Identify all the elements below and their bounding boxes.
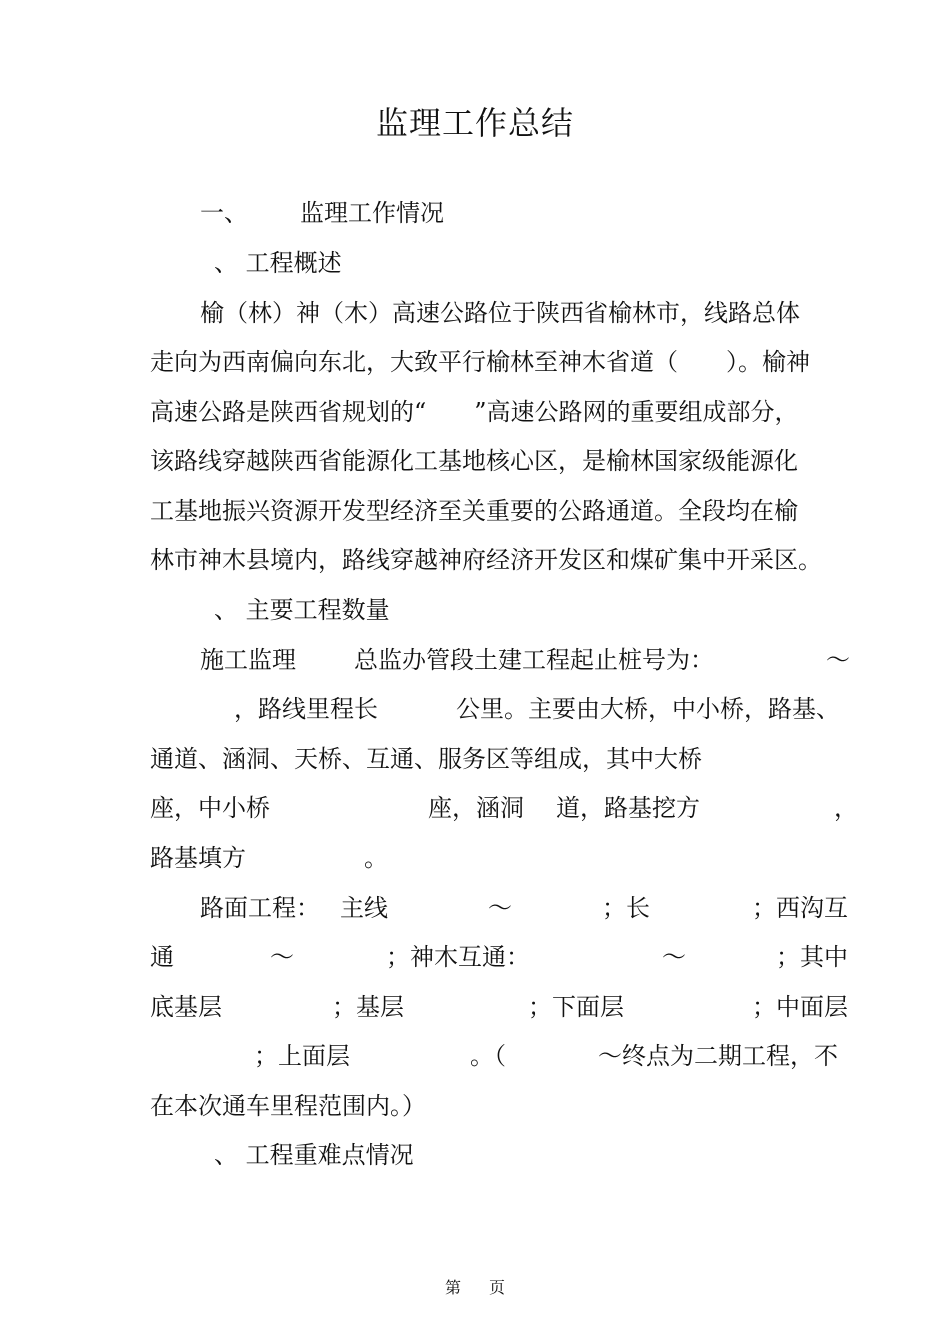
paragraph-line: ～ bbox=[662, 943, 686, 971]
paragraph-line: 路基填方 bbox=[150, 844, 246, 872]
paragraph-line: 工基地振兴资源开发型经济至关重要的公路通道。全段均在榆 bbox=[150, 497, 798, 525]
paragraph-line: 该路线穿越陕西省能源化工基地核心区，是榆林国家级能源化 bbox=[150, 447, 798, 475]
footer-ye: 页 bbox=[489, 1278, 506, 1297]
paragraph-line: 路面工程： bbox=[200, 894, 320, 922]
paragraph-line: ；其中 bbox=[776, 943, 848, 971]
subsection-heading-difficulties: 、 工程重难点情况 bbox=[214, 1141, 414, 1169]
paragraph-line: ～ bbox=[488, 894, 512, 922]
paragraph-line: 。（ bbox=[470, 1042, 506, 1070]
paragraph-line: 施工监理 bbox=[200, 646, 296, 674]
page-footer bbox=[0, 1276, 950, 1300]
paragraph-line: ～终点为二期工程，不 bbox=[598, 1042, 838, 1070]
subsection-heading-overview: 、 工程概述 bbox=[214, 249, 342, 277]
paragraph-line: ，路线里程长 bbox=[234, 695, 378, 723]
section-heading-1 bbox=[200, 196, 444, 230]
paragraph-line: ；基层 bbox=[332, 993, 404, 1021]
section-title: 监理工作情况 bbox=[300, 199, 444, 227]
paragraph-line: 林市神木县境内，路线穿越神府经济开发区和煤矿集中开采区。 bbox=[150, 546, 822, 574]
paragraph-line: ；中面层 bbox=[752, 993, 848, 1021]
paragraph-line: 总监办管段土建工程起止桩号为： bbox=[354, 646, 714, 674]
paragraph-line: 道，路基挖方 bbox=[556, 794, 700, 822]
paragraph-line: ， bbox=[834, 794, 858, 822]
paragraph-line: 走向为西南偏向东北，大致平行榆林至神木省道（ ）。榆神 bbox=[150, 348, 810, 376]
paragraph-line: ；下面层 bbox=[528, 993, 624, 1021]
section-number: 一、 bbox=[200, 199, 248, 227]
paragraph-line: 公里。主要由大桥，中小桥，路基、 bbox=[456, 695, 840, 723]
paragraph-line: ～ bbox=[270, 943, 294, 971]
paragraph-line: ；西沟互 bbox=[752, 894, 848, 922]
paragraph-line: 高速公路是陕西省规划的“ ”高速公路网的重要组成部分， bbox=[150, 398, 799, 426]
paragraph-line: 榆（林）神（木）高速公路位于陕西省榆林市，线路总体 bbox=[200, 299, 800, 327]
paragraph-line: ～ bbox=[826, 646, 850, 674]
paragraph-line: ；上面层 bbox=[254, 1042, 350, 1070]
paragraph-line: 通 bbox=[150, 943, 174, 971]
subsection-heading-quantities: 、 主要工程数量 bbox=[214, 596, 390, 624]
paragraph-line: 主线 bbox=[340, 894, 388, 922]
paragraph-line: 。 bbox=[364, 844, 388, 872]
paragraph-line: 座，中小桥 bbox=[150, 794, 270, 822]
paragraph-line: 通道、涵洞、天桥、互通、服务区等组成，其中大桥 bbox=[150, 745, 702, 773]
footer-di: 第 bbox=[444, 1278, 461, 1297]
paragraph-line: ；神木互通： bbox=[386, 943, 530, 971]
paragraph-line: ；长 bbox=[602, 894, 650, 922]
paragraph-line: 底基层 bbox=[150, 993, 222, 1021]
page-title: 监理工作总结 bbox=[375, 104, 574, 142]
paragraph-line: 在本次通车里程范围内。） bbox=[150, 1092, 426, 1120]
paragraph-line: 座，涵洞 bbox=[428, 794, 524, 822]
